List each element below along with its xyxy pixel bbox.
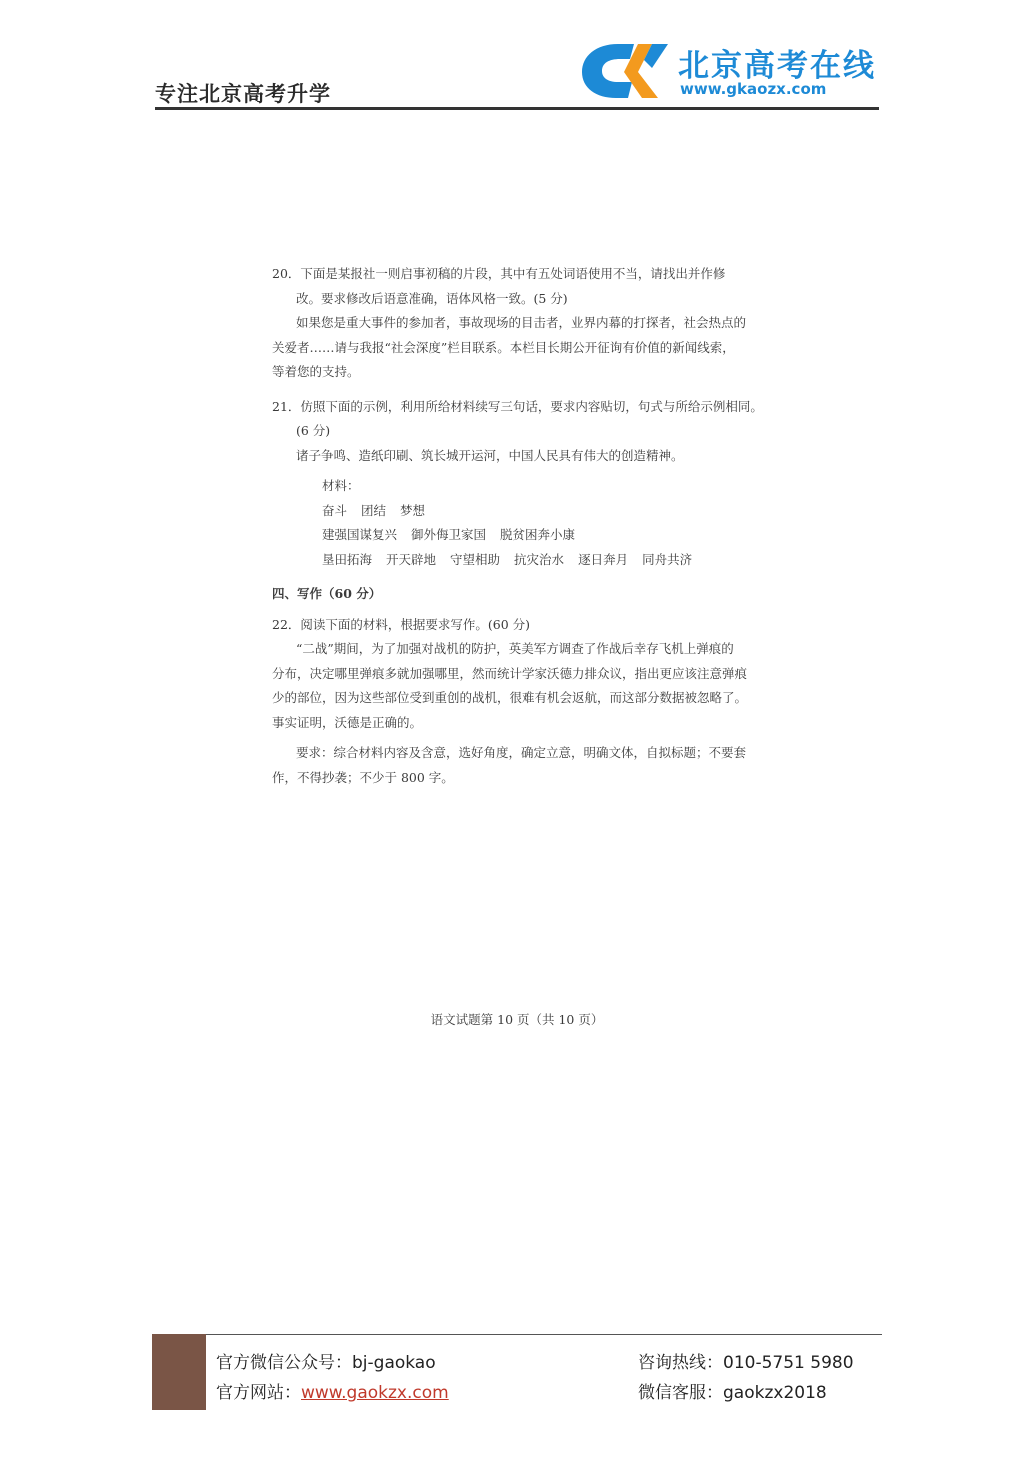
q20-passage-line: 关爱者……请与我报“社会深度”栏目联系。本栏目长期公开征询有价值的新闻线索， bbox=[272, 339, 735, 355]
q22-requirement: 要求：综合材料内容及含意，选好角度，确定立意，明确文体，自拟标题；不要套 bbox=[296, 745, 747, 760]
material-word: 同舟共济 bbox=[642, 551, 693, 567]
q22-passage-line: “二战”期间，为了加强对战机的防护，英美军方调查了作战后幸存飞机上弹痕的 bbox=[296, 641, 734, 656]
footer-wechat: 官方微信公众号：bj-gaokao bbox=[216, 1353, 436, 1373]
footer-hotline: 咨询热线：010-5751 5980 bbox=[638, 1353, 854, 1373]
material-label: 材料： bbox=[322, 478, 360, 493]
footer-color-block bbox=[152, 1334, 206, 1410]
q22-passage-line: 分布，决定哪里弹痕多就加强哪里，然而统计学家沃德力排众议，指出更应该注意弹痕 bbox=[272, 665, 748, 681]
q22-title: 22．阅读下面的材料，根据要求写作。(60 分) bbox=[272, 616, 531, 632]
header-tagline: 专注北京高考升学 bbox=[155, 82, 331, 106]
material-word: 开天辟地 bbox=[386, 551, 437, 567]
material-word: 抗灾治水 bbox=[514, 551, 565, 567]
header-divider bbox=[155, 107, 879, 110]
section-heading: 四、写作（60 分） bbox=[272, 586, 382, 601]
q20-title: 20．下面是某报社一则启事初稿的片段，其中有五处词语使用不当，请找出并作修 bbox=[272, 266, 726, 281]
material-word: 建强国谋复兴 bbox=[322, 527, 398, 542]
material-word: 梦想 bbox=[400, 502, 426, 518]
exam-content bbox=[272, 262, 772, 790]
footer-website-label: 官方网站： bbox=[216, 1383, 301, 1403]
logo-url: www.gkaozx.com bbox=[680, 80, 827, 98]
q20-passage-line: 等着您的支持。 bbox=[272, 364, 360, 379]
material-word: 御外侮卫家国 bbox=[411, 527, 487, 542]
material-row-1 bbox=[272, 499, 772, 524]
q22-requirement-cont: 作，不得抄袭；不少于 800 字。 bbox=[272, 769, 454, 785]
material-word: 团结 bbox=[361, 502, 387, 518]
footer-website bbox=[216, 1378, 449, 1403]
q20-title-cont: 改。要求修改后语意准确，语体风格一致。(5 分) bbox=[296, 290, 568, 306]
material-row-3 bbox=[272, 548, 772, 573]
q21-points: (6 分) bbox=[296, 423, 331, 438]
q21-title: 21．仿照下面的示例，利用所给材料续写三句话，要求内容贴切，句式与所给示例相同。 bbox=[272, 398, 763, 414]
material-word: 守望相助 bbox=[450, 551, 501, 567]
footer-website-link[interactable]: www.gaokzx.com bbox=[301, 1383, 449, 1403]
q20-passage-line: 如果您是重大事件的参加者，事故现场的目击者，业界内幕的打探者，社会热点的 bbox=[296, 315, 747, 330]
footer-divider bbox=[152, 1334, 882, 1335]
page-number: 语文试题第 10 页（共 10 页） bbox=[430, 1012, 604, 1027]
footer-service: 微信客服：gaokzx2018 bbox=[638, 1383, 827, 1403]
gk-logo-icon bbox=[578, 38, 670, 102]
site-logo[interactable] bbox=[578, 38, 878, 104]
material-word: 垦田拓海 bbox=[322, 551, 373, 567]
material-word: 逐日奔月 bbox=[578, 551, 629, 567]
q22-passage-line: 少的部位，因为这些部位受到重创的战机，很难有机会返航，而这部分数据被忽略了。 bbox=[272, 690, 748, 705]
material-word: 脱贫困奔小康 bbox=[500, 527, 576, 542]
material-word: 奋斗 bbox=[322, 502, 348, 518]
logo-title: 北京高考在线 bbox=[678, 48, 876, 84]
q21-example: 诸子争鸣、造纸印刷、筑长城开运河，中国人民具有伟大的创造精神。 bbox=[296, 447, 684, 463]
material-row-2 bbox=[272, 523, 772, 548]
q22-passage-line: 事实证明，沃德是正确的。 bbox=[272, 714, 423, 730]
